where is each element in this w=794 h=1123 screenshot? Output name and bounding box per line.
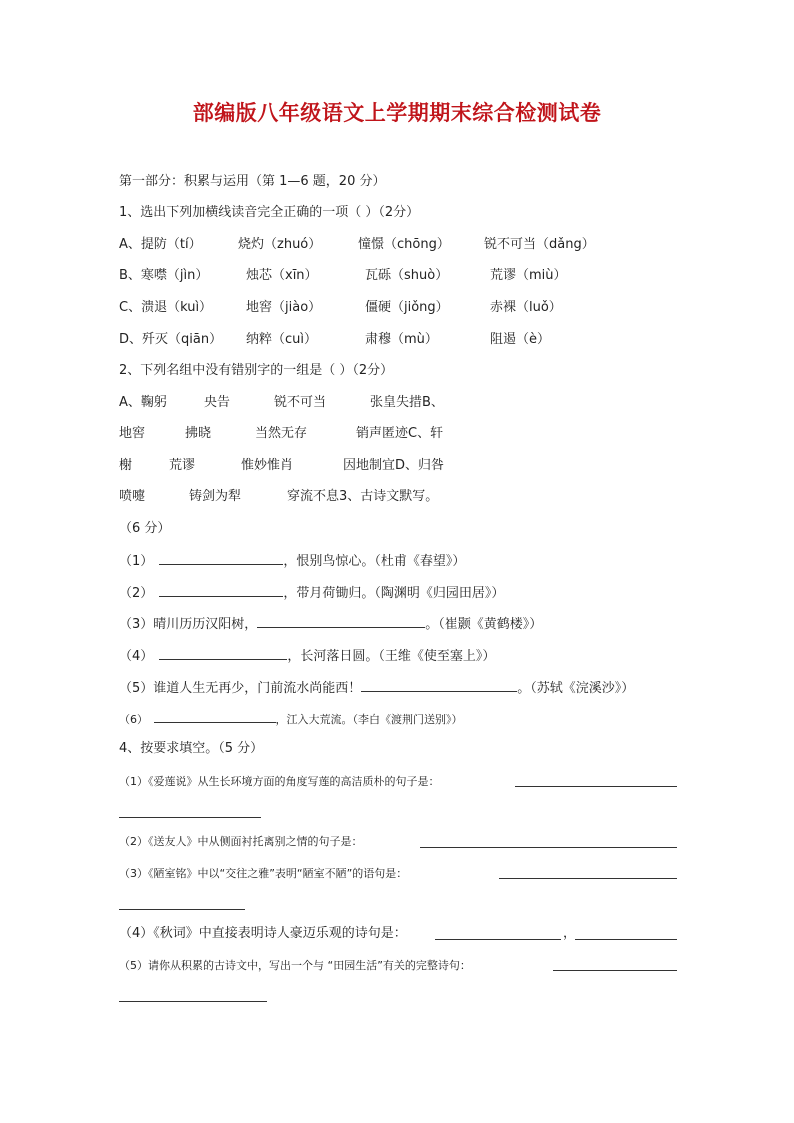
q3-item-4 bbox=[119, 645, 495, 667]
q4-item-5 bbox=[119, 956, 471, 976]
q1-b-4: 荒谬（miù） bbox=[490, 268, 567, 283]
q1-c-2: 地窖（jiào） bbox=[246, 300, 322, 315]
q1-a-4: 锐不可当（dǎng） bbox=[484, 237, 595, 252]
q3-item-3-text: 。（崔颢《黄鹤楼》） bbox=[425, 617, 543, 632]
q4-item-4-comma: ， bbox=[563, 926, 577, 941]
q2-row-1 bbox=[119, 393, 679, 413]
q4-item-4-text: （4）《秋词》中直接表明诗人豪迈乐观的诗句是： bbox=[119, 926, 407, 941]
q1-b-1: B、寒噤（jìn） bbox=[119, 268, 209, 283]
q3-item-2-text: ，带月荷锄归。（陶渊明《归园田居》） bbox=[283, 586, 505, 601]
q4-item-2-text: （2）《送友人》中从侧面衬托离别之情的句子是： bbox=[119, 835, 363, 848]
q1-option-d bbox=[119, 330, 679, 350]
q1-b-3: 瓦砾（shuò） bbox=[365, 268, 449, 283]
q3-item-6-blank[interactable] bbox=[154, 708, 276, 723]
q2-r4-3: 穿流不息3、古诗文默写。 bbox=[287, 489, 439, 504]
q4-item-4-blank-1[interactable] bbox=[435, 939, 561, 940]
q2-r3-4: 因地制宜D、归咎 bbox=[343, 458, 445, 473]
q2-r2-3: 当然无存 bbox=[255, 426, 308, 441]
q3-item-1-text: ，恨别鸟惊心。（杜甫《春望》） bbox=[283, 554, 466, 569]
q2-r3-2: 荒谬 bbox=[169, 458, 196, 473]
q1-c-1: C、溃退（kuì） bbox=[119, 300, 213, 315]
q4-item-2 bbox=[119, 832, 363, 852]
q1-option-b bbox=[119, 266, 679, 286]
q1-b-2: 烛芯（xīn） bbox=[246, 268, 318, 283]
q3-item-5-text: 。（苏轼《浣溪沙》） bbox=[517, 681, 635, 696]
q2-r1-3: 锐不可当 bbox=[274, 395, 327, 410]
q2-r2-2: 拂晓 bbox=[185, 426, 212, 441]
q3-item-1 bbox=[119, 550, 465, 572]
q3-item-5 bbox=[119, 677, 634, 699]
q1-option-c bbox=[119, 298, 679, 318]
q2-r2-1: 地窖 bbox=[119, 426, 146, 441]
q2-r1-4: 张皇失措B、 bbox=[370, 395, 444, 410]
q3-item-6-num: （6） bbox=[119, 713, 148, 726]
q3-item-6 bbox=[119, 708, 463, 730]
q1-c-4: 赤裸（luǒ） bbox=[490, 300, 562, 315]
q4-item-5-blank[interactable] bbox=[553, 970, 677, 971]
q4-item-1-text: （1）《爱莲说》从生长环境方面的角度写莲的高洁质朴的句子是： bbox=[119, 775, 440, 788]
q3-item-2-num: （2） bbox=[119, 586, 154, 601]
q2-row-4 bbox=[119, 487, 679, 507]
q4-item-5-blank-cont[interactable] bbox=[119, 1001, 267, 1002]
q1-option-a bbox=[119, 235, 679, 255]
q2-stem: 2、下列名组中没有错别字的一组是（ ）（2分） bbox=[119, 363, 394, 378]
part1-heading: 第一部分：积累与运用（第 1—6 题，20 分） bbox=[119, 174, 386, 189]
q1-d-1: D、歼灭（qiān） bbox=[119, 332, 223, 347]
q4-item-3-blank[interactable] bbox=[499, 878, 677, 879]
q1-c-3: 僵硬（jiǒng） bbox=[365, 300, 449, 315]
q1-a-3: 憧憬（chōng） bbox=[358, 237, 450, 252]
q2-r3-1: 榭 bbox=[119, 458, 133, 473]
q3-item-3 bbox=[119, 613, 542, 635]
q3-item-1-blank[interactable] bbox=[159, 550, 283, 565]
q1-d-3: 肃穆（mù） bbox=[365, 332, 438, 347]
q4-item-3 bbox=[119, 864, 407, 884]
q3-item-3-num: （3） bbox=[119, 617, 154, 632]
q1-d-2: 纳粹（cuì） bbox=[246, 332, 317, 347]
q3-item-2 bbox=[119, 582, 504, 604]
q3-item-2-blank[interactable] bbox=[159, 582, 283, 597]
q1-a-2: 烧灼（zhuó） bbox=[238, 237, 322, 252]
q4-item-1-blank[interactable] bbox=[515, 786, 677, 787]
q1-d-4: 阻遏（è） bbox=[490, 332, 550, 347]
q3-item-5-num: （5） bbox=[119, 681, 154, 696]
q2-r4-2: 铸剑为犁 bbox=[189, 489, 242, 504]
q2-r4-1: 喷嚏 bbox=[119, 489, 146, 504]
q3-item-3-blank[interactable] bbox=[257, 613, 425, 628]
q4-item-5-text: （5）请你从积累的古诗文中，写出一个与 “田园生活”有关的完整诗句： bbox=[119, 959, 471, 972]
q2-row-3 bbox=[119, 456, 679, 476]
q3-item-6-text: ，江入大荒流。（李白《渡荆门送别》） bbox=[275, 713, 463, 726]
q3-score: （6 分） bbox=[119, 521, 171, 536]
q3-item-4-num: （4） bbox=[119, 649, 154, 664]
q3-item-5-pre: 谁道人生无再少，门前流水尚能西！ bbox=[153, 681, 362, 696]
q4-stem: 4、按要求填空。（5 分） bbox=[119, 741, 264, 756]
q4-item-3-blank-cont[interactable] bbox=[119, 909, 245, 910]
q1-stem: 1、选出下列加横线读音完全正确的一项（ ）（2分） bbox=[119, 205, 420, 220]
q2-r1-2: 央告 bbox=[204, 395, 231, 410]
q2-row-2 bbox=[119, 424, 679, 444]
q4-item-3-text: （3）《陋室铭》中以“交往之雅”表明“陋室不陋”的语句是： bbox=[119, 867, 408, 880]
q2-r3-3: 惟妙惟肖 bbox=[241, 458, 294, 473]
q1-a-1: A、提防（tí） bbox=[119, 237, 202, 252]
page-title: 部编版八年级语文上学期期末综合检测试卷 bbox=[192, 100, 602, 125]
q3-item-1-num: （1） bbox=[119, 554, 154, 569]
q4-item-1-blank-cont[interactable] bbox=[119, 817, 261, 818]
q4-item-2-blank[interactable] bbox=[420, 847, 677, 848]
q2-r1-1: A、鞠躬 bbox=[119, 395, 167, 410]
q4-item-4 bbox=[119, 924, 407, 944]
q3-item-4-blank[interactable] bbox=[159, 645, 287, 660]
q4-item-4-blank-2[interactable] bbox=[575, 939, 677, 940]
q3-item-5-blank[interactable] bbox=[361, 677, 517, 692]
q2-r2-4: 销声匿迹C、轩 bbox=[356, 426, 444, 441]
q4-item-1 bbox=[119, 772, 440, 792]
q3-item-3-pre: 晴川历历汉阳树， bbox=[153, 617, 258, 632]
q3-item-4-text: ，长河落日圆。（王维《使至塞上》） bbox=[287, 649, 496, 664]
